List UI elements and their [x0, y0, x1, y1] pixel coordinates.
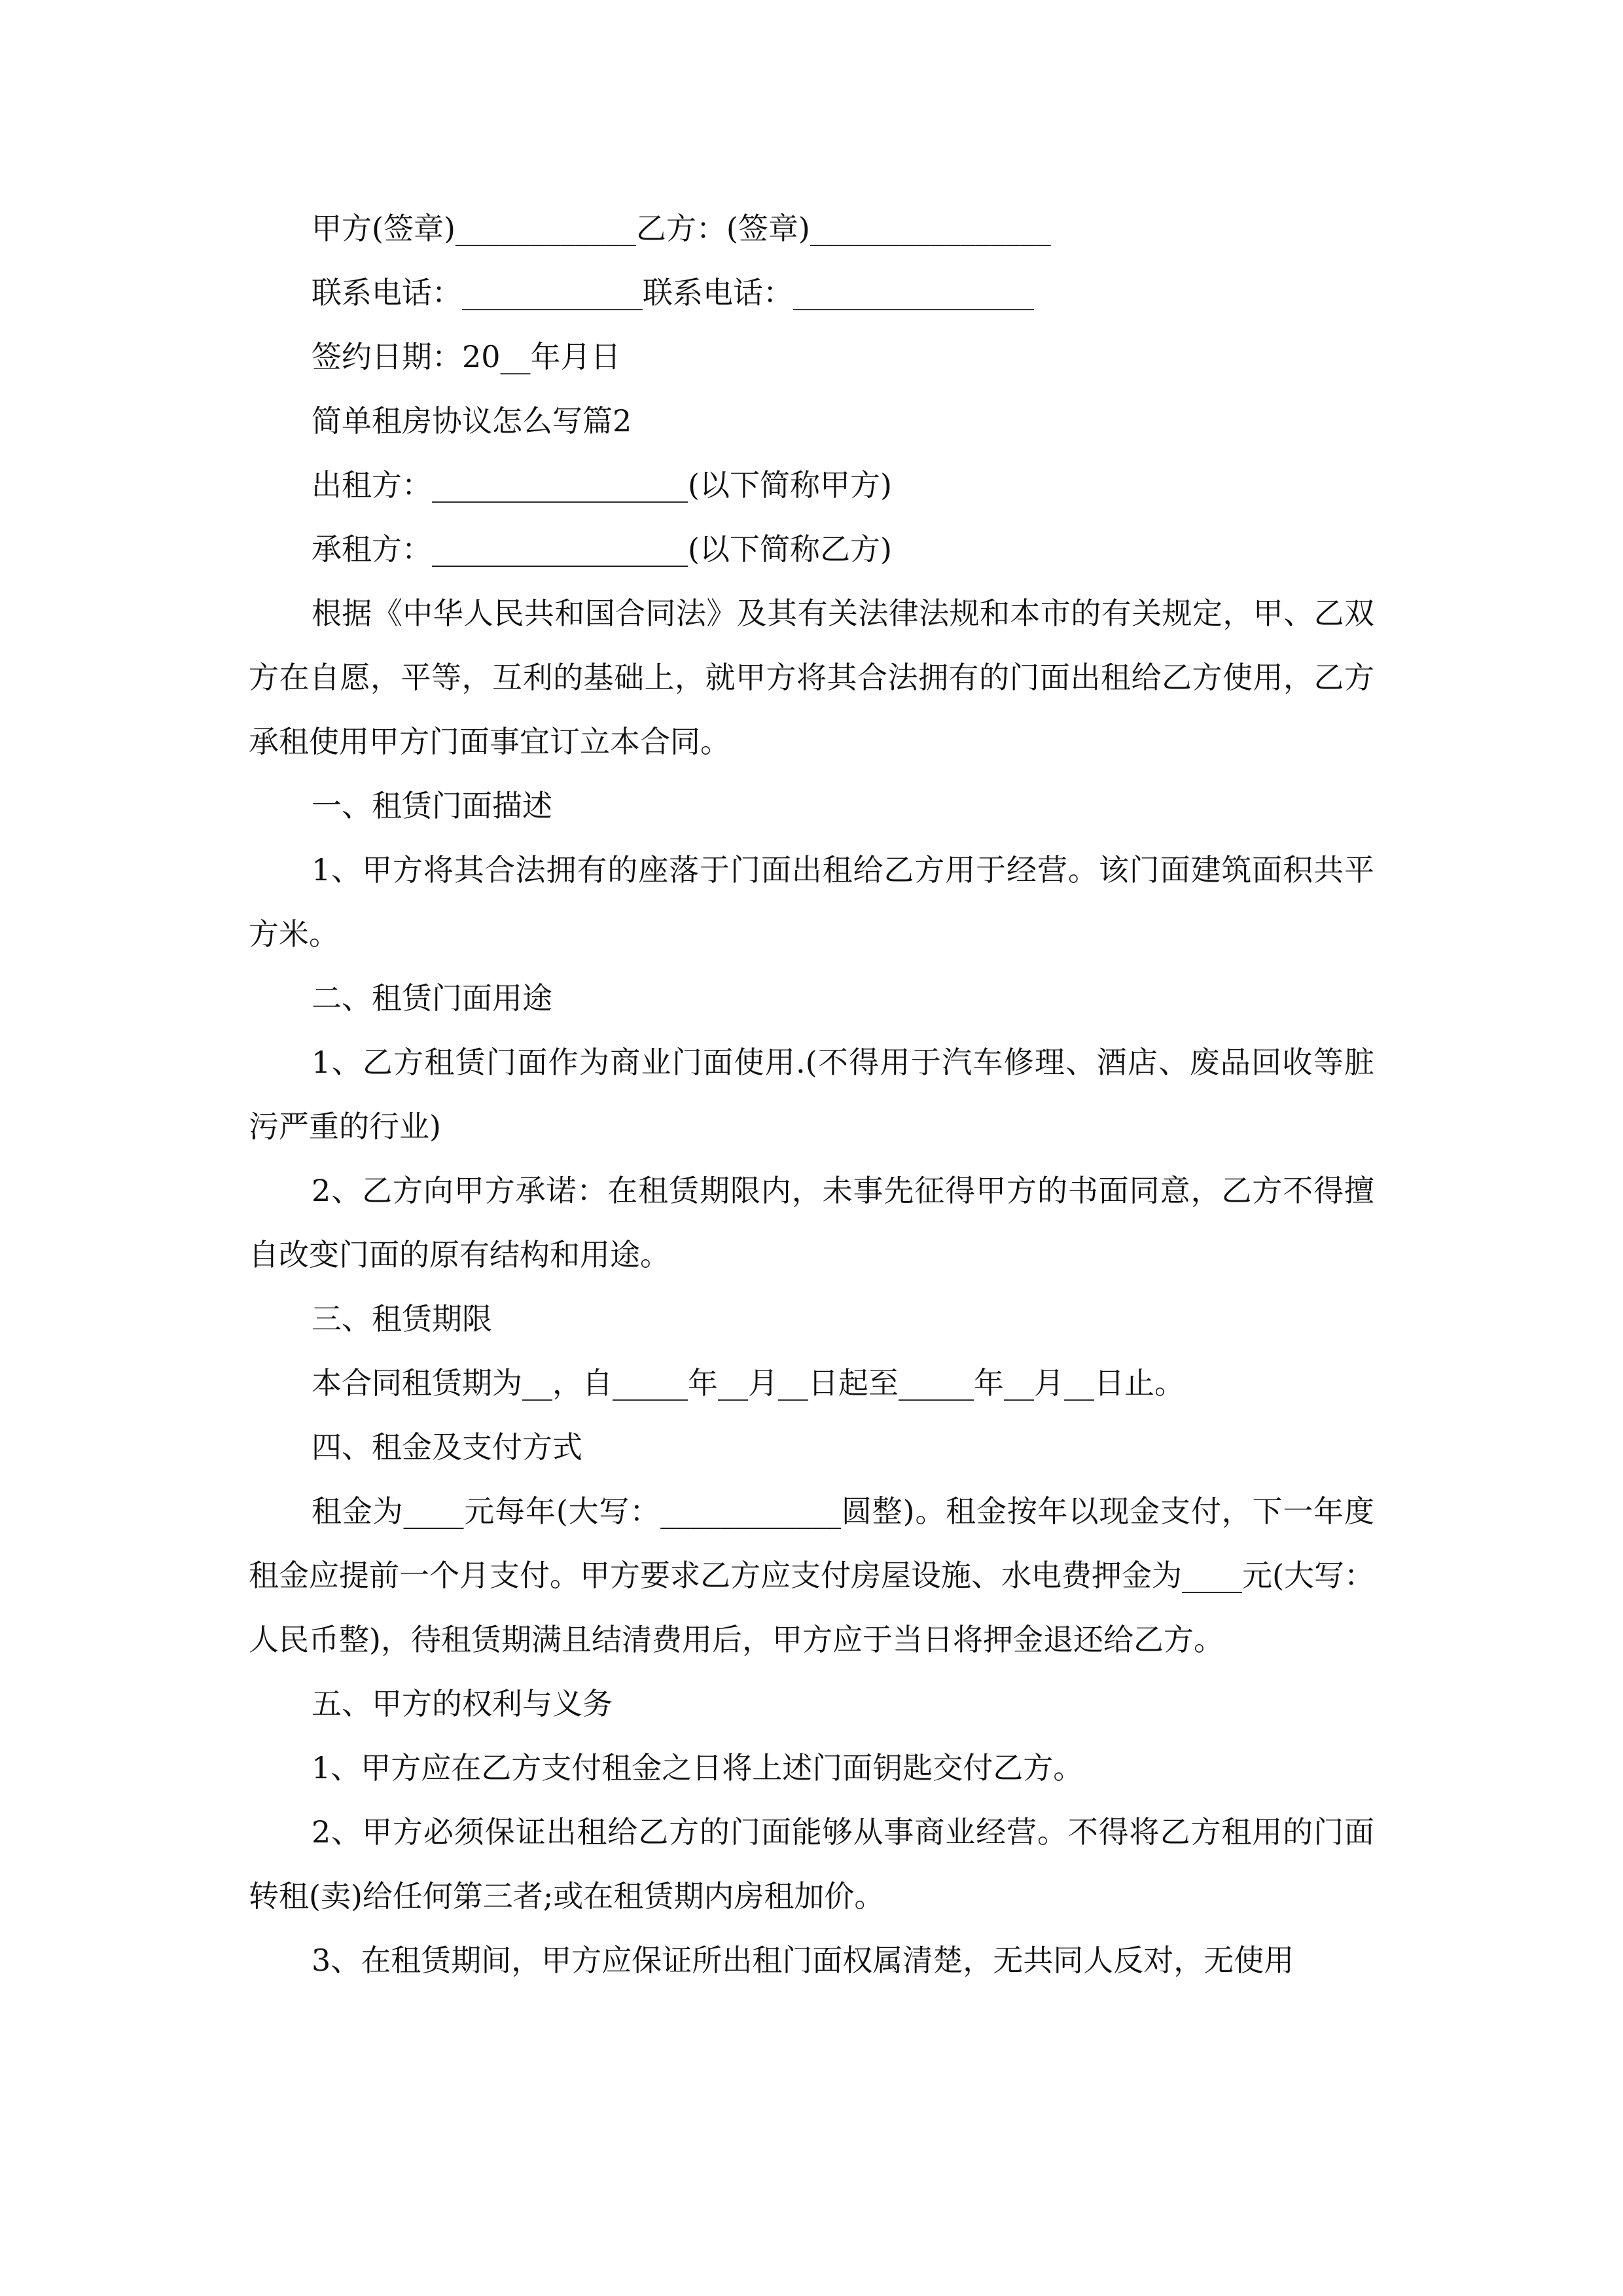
paragraph-lease-description: 1、甲方将其合法拥有的座落于门面出租给乙方用于经营。该门面建筑面积共平方米。 [249, 852, 1374, 952]
phone-line [249, 260, 1374, 325]
lessee-line: 承租方：_________________(以下简称乙方) [312, 531, 892, 567]
heading-lessor-rights: 五、甲方的权利与义务 [312, 1686, 613, 1721]
paragraph-usage-2: 2、乙方向甲方承诺：在租赁期限内，未事先征得甲方的书面同意，乙方不得擅自改变门面的原有结构和用途。 [249, 1173, 1374, 1272]
intro-paragraph: 根据《中华人民共和国合同法》及其有关法律法规和本市的有关规定，甲、乙双方在自愿，平等，互利的基础上，就甲方将其合法拥有的门面出租给乙方使用，乙方承租使用甲方门面事宜订立本合同。 [249, 596, 1374, 759]
paragraph-rent-payment: 租金为____元每年(大写：____________圆整)。租金按年以现金支付，下一年度租金应提前一个月支付。甲方要求乙方应支付房屋设施、水电费押金为____元(大写：人民币整)，待租赁期满且结清费用后，甲方应于当日将押金退还给乙方。 [249, 1494, 1374, 1657]
heading-rent-payment: 四、租金及支付方式 [312, 1429, 582, 1465]
party-a-signature: 甲方(签章)____________ [312, 211, 636, 246]
paragraph-lessor-rights-3: 3、在租赁期间，甲方应保证所出租门面权属清楚，无共同人反对，无使用 [312, 1943, 1294, 1978]
heading-lease-description: 一、租赁门面描述 [312, 788, 552, 823]
paragraph-lease-term: 本合同租赁期为__，自_____年__月__日起至_____年__月__日止。 [312, 1365, 1185, 1401]
paragraph-lessor-rights-2: 2、甲方必须保证出租给乙方的门面能够从事商业经营。不得将乙方租用的门面转租(卖)给任何第三者;或在租赁期内房租加价。 [249, 1814, 1374, 1914]
signature-line [249, 196, 1374, 260]
party-b-phone: 联系电话：________________ [643, 275, 1034, 310]
party-b-signature: 乙方：(签章)________________ [635, 211, 1051, 246]
heading-lease-usage: 二、租赁门面用途 [312, 980, 552, 1016]
paragraph-usage-1: 1、乙方租赁门面作为商业门面使用.(不得用于汽车修理、酒店、废品回收等脏污严重的行业) [249, 1045, 1374, 1144]
section-title: 简单租房协议怎么写篇2 [312, 403, 632, 439]
document-body [249, 196, 1374, 1992]
lessor-line: 出租方：_________________(以下简称甲方) [312, 467, 892, 503]
heading-lease-term: 三、租赁期限 [312, 1301, 492, 1336]
sign-date: 签约日期：20__年月日 [312, 339, 621, 374]
party-a-phone: 联系电话：____________ [312, 275, 643, 310]
paragraph-lessor-rights-1: 1、甲方应在乙方支付租金之日将上述门面钥匙交付乙方。 [312, 1750, 1084, 1785]
